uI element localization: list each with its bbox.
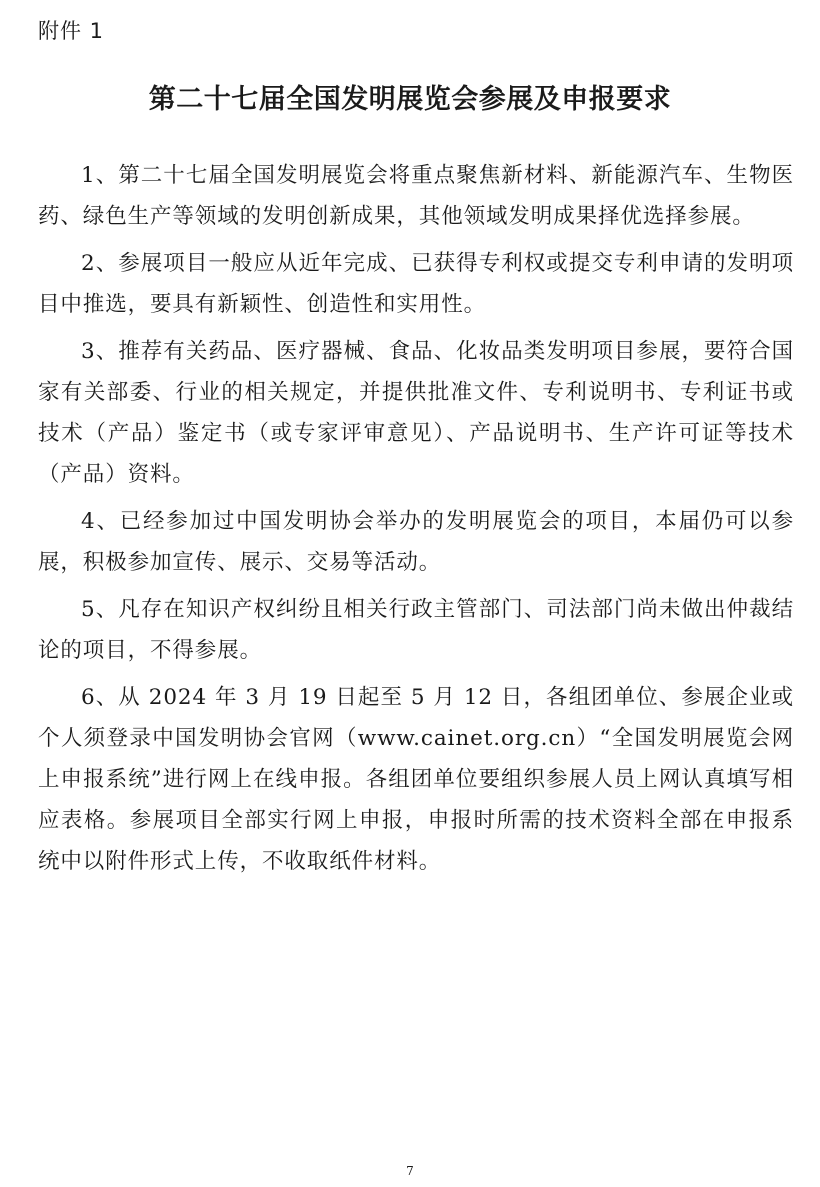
paragraph-requirement-5: 5、凡存在知识产权纠纷且相关行政主管部门、司法部门尚未做出仲裁结论的项目，不得参展。 — [38, 597, 794, 663]
document-body — [38, 155, 794, 888]
paragraph-requirement-1: 1、第二十七届全国发明展览会将重点聚焦新材料、新能源汽车、生物医药、绿色生产等领域的发明创新成果，其他领域发明成果择优选择参展。 — [38, 163, 794, 229]
attachment-label: 附件 1 — [38, 19, 105, 43]
paragraph-requirement-3: 3、推荐有关药品、医疗器械、食品、化妆品类发明项目参展，要符合国家有关部委、行业的相关规定，并提供批准文件、专利说明书、专利证书或技术（产品）鉴定书（或专家评审意见）、产品说明书、生产许可证等技术（产品）资料。 — [38, 339, 794, 487]
document-title: 第二十七届全国发明展览会参展及申报要求 — [148, 84, 672, 115]
paragraph-requirement-2: 2、参展项目一般应从近年完成、已获得专利权或提交专利申请的发明项目中推选，要具有新颖性、创造性和实用性。 — [38, 251, 794, 317]
paragraph-requirement-4: 4、已经参加过中国发明协会举办的发明展览会的项目，本届仍可以参展，积极参加宣传、展示、交易等活动。 — [38, 509, 794, 575]
paragraph-requirement-6: 6、从 2024 年 3 月 19 日起至 5 月 12 日，各组团单位、参展企业或个人须登录中国发明协会官网（www.cainet.org.cn）“全国发明展览会网上申报系统”进行网上在线申报。各组团单位要组织参展人员上网认真填写相应表格。参展项目全部实行网上申报，申报时所需的技术资料全部在申报系统中以附件形式上传，不收取纸件材料。 — [38, 685, 794, 874]
page-number: 7 — [406, 1164, 414, 1178]
